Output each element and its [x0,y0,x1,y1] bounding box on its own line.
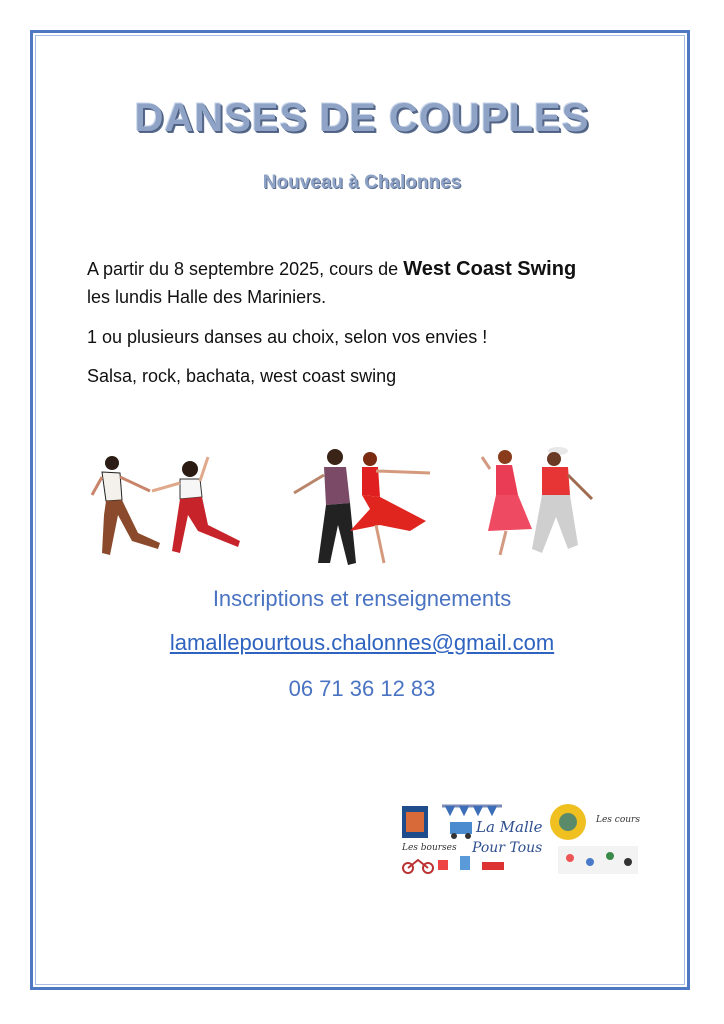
intro-paragraph [87,255,647,311]
registration-heading: Inscriptions et renseignements [212,586,512,611]
poster-subtitle: Nouveau à Chalonnes [262,172,462,193]
intro-highlight: West Coast Swing [403,258,577,280]
intro-suffix: les lundis Halle des Mariniers. [87,287,327,307]
logo-name-line2: Pour Tous [472,840,543,856]
logo-tag-left: Les bourses [402,843,457,853]
swing-couple-figure [92,456,240,555]
logo-tag-right: Les cours [596,815,640,825]
contact-phone: 06 71 36 12 83 [288,676,436,701]
logo-name-line1: La Malle [476,818,543,836]
intro-prefix: A partir du 8 septembre 2025, cours de [87,259,404,279]
dance-list: Salsa, rock, bachata, west coast swing [87,366,397,386]
latin-couple-figure [294,449,430,565]
salsa-couple-figure [482,447,592,555]
choice-line: 1 ou plusieurs danses au choix, selon vos envies ! [87,327,488,347]
dancers-illustration [80,445,640,575]
contact-email-link[interactable]: lamallepourtous.chalonnes@gmail.com [169,630,555,655]
poster-title: DANSES DE COUPLES [134,96,590,140]
la-malle-pour-tous-logo [398,800,640,876]
